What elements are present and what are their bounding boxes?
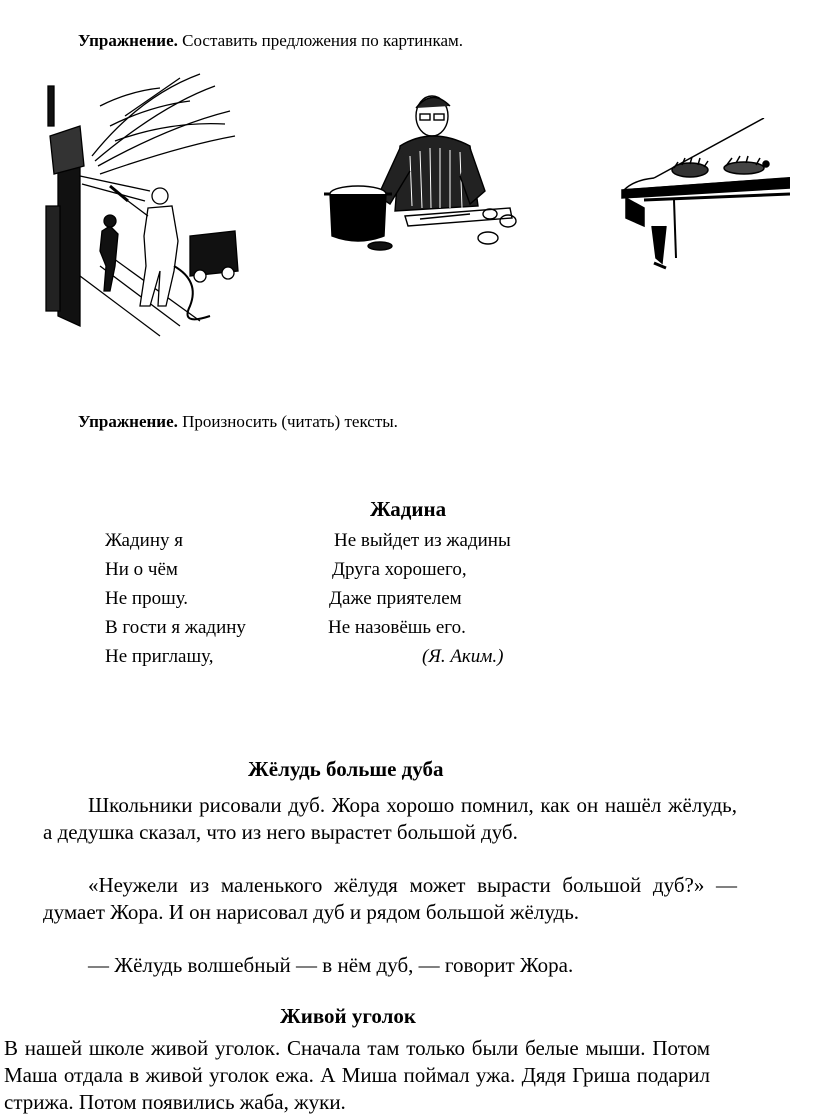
- old-man-cooking-drawing: [320, 86, 525, 258]
- story-1-paragraph: «Неужели из маленького жёлудя может вырасти большой дуб?» — думает Жора. И он нарисовал дуб и рядом большой жёлудь.: [43, 873, 737, 924]
- poem-right-line: Даже приятелем: [329, 588, 462, 609]
- grand-piano-with-hedgehog-drawing: [614, 118, 790, 276]
- poem-left-line: В гости я жадину: [105, 617, 246, 638]
- poem-author: (Я. Аким.): [422, 646, 504, 667]
- story-1-paragraph: Школьники рисовали дуб. Жора хорошо помнил, как он нашёл жёлудь, а дедушка сказал, что из него вырастет большой дуб.: [43, 793, 737, 844]
- poem-left-line: Не приглашу,: [105, 646, 214, 667]
- poem-left-line: Жадину я: [105, 530, 183, 551]
- poem-right-line: Не выйдет из жадины: [334, 530, 511, 551]
- poem-left-line: Ни о чём: [105, 559, 178, 580]
- poem-right-line: Друга хорошего,: [332, 559, 467, 580]
- exercise-2-instruction: [78, 412, 398, 432]
- poem-right-line: Не назовёшь его.: [328, 617, 466, 638]
- story-1-title: Жёлудь больше дуба: [248, 757, 444, 781]
- exercise-1-label: Упражнение.: [78, 31, 178, 50]
- poem-title: Жадина: [370, 497, 447, 521]
- exercise-1-text: Составить предложения по картинкам.: [177, 31, 463, 50]
- story-2-paragraph: В нашей школе живой уголок. Сначала там только были белые мыши. Потом Маша отдала в живой уголок ежа. А Миша поймал ужа. Дядя Гриша подарил стрижа. Потом появились жаба, жуки.: [4, 1036, 710, 1114]
- exercise-2-label: Упражнение.: [78, 412, 178, 431]
- poem-left-line: Не прошу.: [105, 588, 189, 609]
- story-1-paragraph: — Жёлудь волшебный — в нём дуб, — говорит Жора.: [88, 953, 574, 977]
- story-2-title: Живой уголок: [280, 1004, 417, 1028]
- exercise-2-text: Произносить (читать) тексты.: [177, 412, 398, 431]
- firefighters-hosing-building-drawing: [40, 66, 240, 338]
- exercise-1-instruction: [78, 31, 463, 51]
